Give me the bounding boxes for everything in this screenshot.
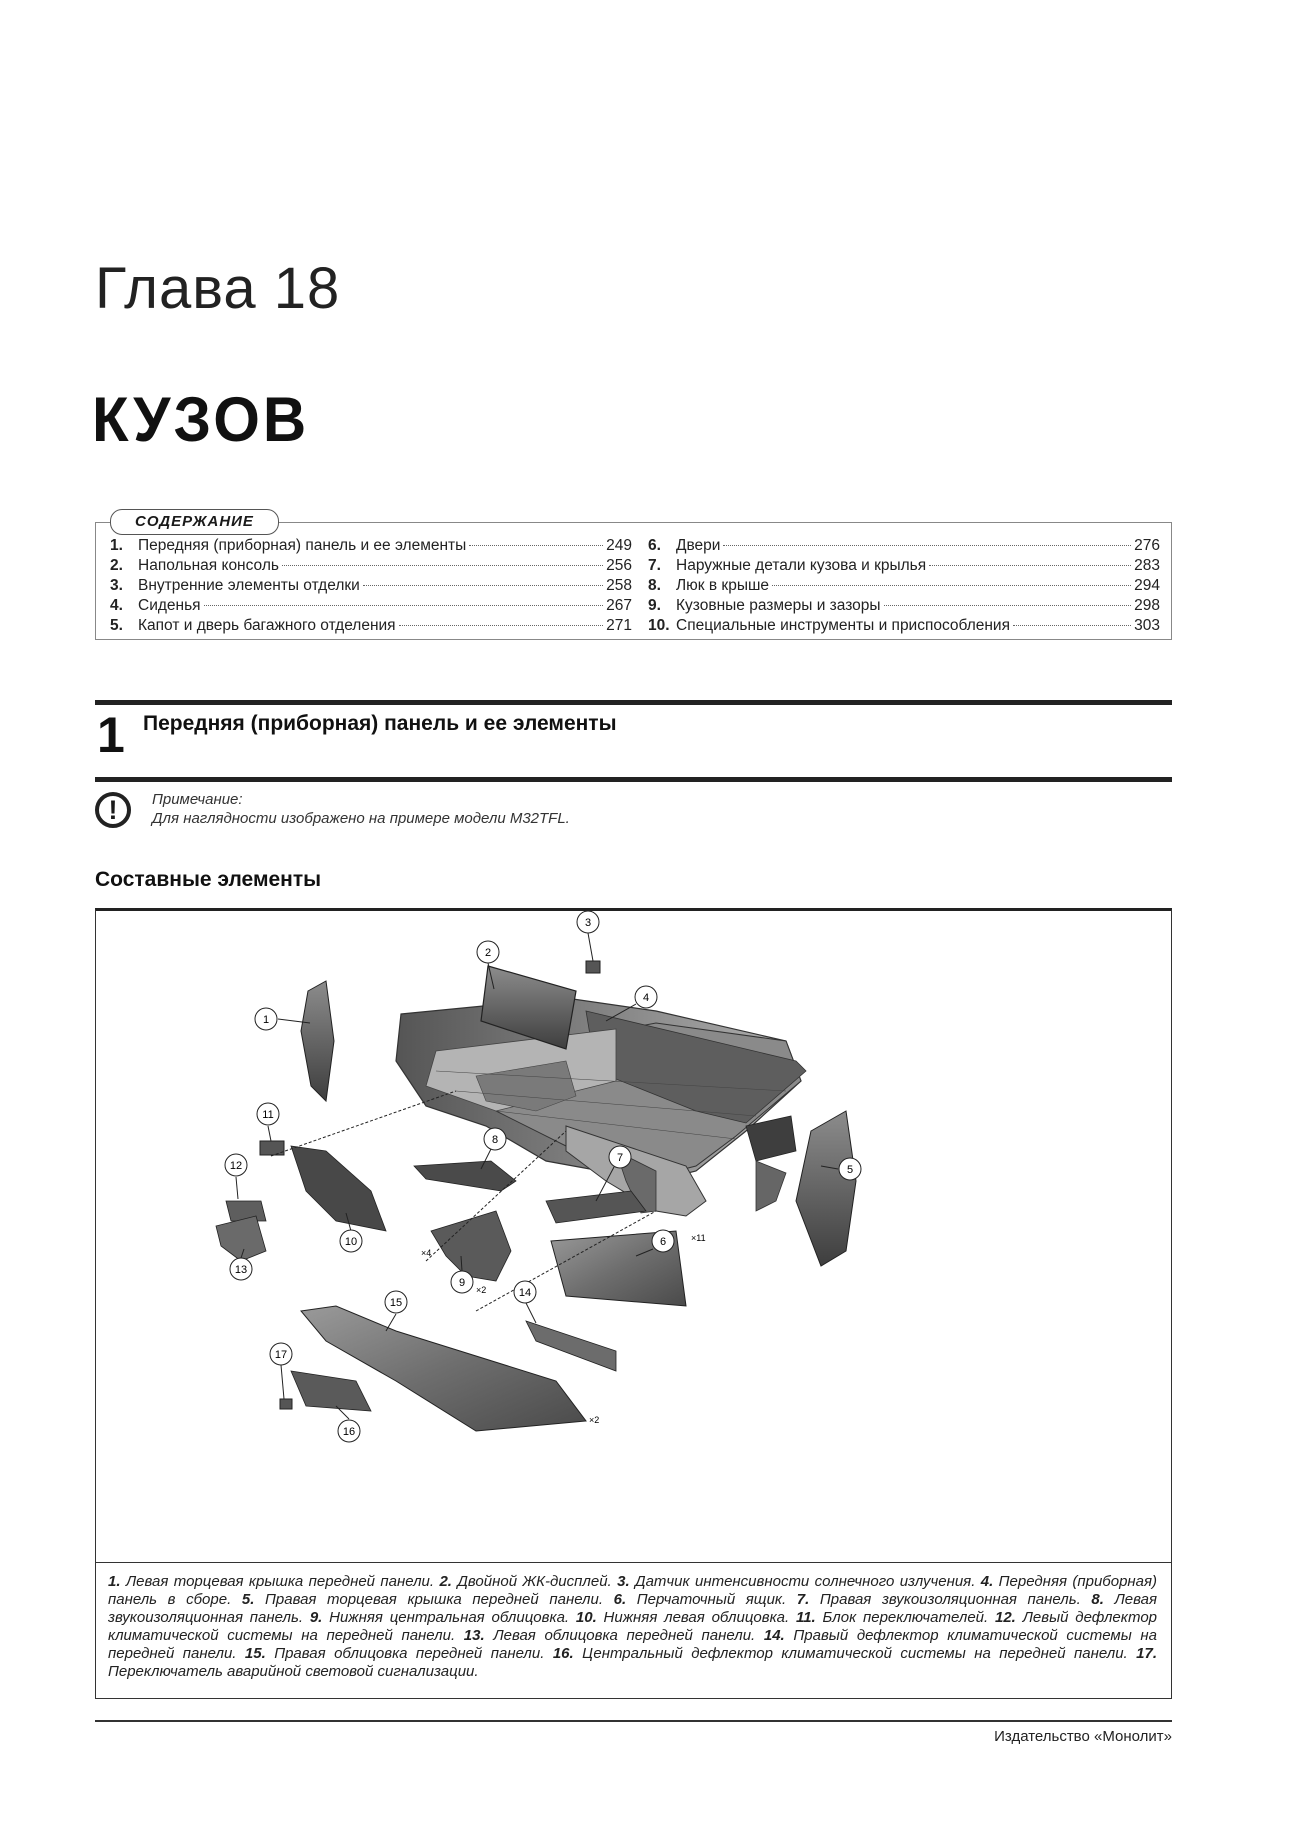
section-bottom-rule bbox=[95, 777, 1172, 782]
toc-item-number: 5. bbox=[110, 617, 123, 634]
toc-item-page: 271 bbox=[606, 617, 632, 634]
caption-text: Центральный дефлектор климатической системы на передней панели. bbox=[573, 1645, 1137, 1662]
sun-sensor bbox=[586, 961, 600, 973]
toc-item[interactable] bbox=[110, 597, 632, 617]
toc-item-number: 6. bbox=[648, 537, 661, 554]
right-end-cap bbox=[796, 1111, 856, 1266]
toc-item-title: Передняя (приборная) панель и ее элементы bbox=[138, 537, 467, 554]
toc-item[interactable] bbox=[648, 617, 1160, 637]
caption-text: Нижняя центральная облицовка. bbox=[322, 1609, 576, 1626]
caption-text: Правая торцевая крышка передней панели. bbox=[254, 1591, 614, 1608]
footer-rule bbox=[95, 1720, 1172, 1722]
caption-number: 9. bbox=[309, 1609, 323, 1626]
publisher-name: Издательство «Монолит» bbox=[994, 1728, 1172, 1745]
toc-item[interactable] bbox=[648, 557, 1160, 577]
toc-item[interactable] bbox=[648, 577, 1160, 597]
caption-number: 8. bbox=[1091, 1591, 1104, 1608]
caption-text: Левая звукоизоляционная панель. bbox=[108, 1591, 1158, 1626]
svg-text:4: 4 bbox=[642, 992, 650, 1004]
toc-item[interactable] bbox=[110, 577, 632, 597]
svg-text:6: 6 bbox=[659, 1236, 667, 1248]
caption-number: 14. bbox=[763, 1627, 785, 1644]
toc-item-number: 3. bbox=[110, 577, 123, 594]
caption-text: Правая облицовка передней панели. bbox=[265, 1645, 553, 1662]
left-end-cap bbox=[301, 981, 334, 1101]
toc-leader-dots bbox=[772, 585, 1131, 586]
caption-number: 11. bbox=[795, 1609, 816, 1626]
callout-8 bbox=[484, 1128, 506, 1150]
caption-text: Левая торцевая крышка передней панели. bbox=[120, 1573, 440, 1590]
toc-leader-dots bbox=[399, 625, 604, 626]
toc-item-page: 276 bbox=[1134, 537, 1160, 554]
caption-number: 7. bbox=[796, 1591, 810, 1608]
note-text: Для наглядности изображено на примере модели M32TFL. bbox=[152, 810, 570, 827]
quantity-label: ×2 bbox=[476, 1285, 487, 1295]
caption-number: 15. bbox=[244, 1645, 266, 1662]
toc-item[interactable] bbox=[648, 537, 1160, 557]
section-number: 1 bbox=[97, 707, 125, 763]
toc-left-column bbox=[110, 537, 632, 637]
note-heading: Примечание: bbox=[152, 791, 243, 808]
left-panel-trim bbox=[216, 1216, 266, 1261]
toc-item-page: 267 bbox=[606, 597, 632, 614]
callout-4 bbox=[635, 986, 657, 1008]
toc-item[interactable] bbox=[648, 597, 1160, 617]
caption-text: Двойной ЖК-дисплей. bbox=[451, 1573, 618, 1590]
center-deflector bbox=[291, 1371, 371, 1411]
caption-number: 2. bbox=[439, 1573, 452, 1590]
toc-item[interactable] bbox=[110, 557, 632, 577]
caption-text: Правая звукоизоляционная панель. bbox=[809, 1591, 1092, 1608]
section-top-rule bbox=[95, 700, 1172, 705]
toc-item-title: Двери bbox=[676, 537, 721, 554]
right-sound-panel bbox=[546, 1191, 646, 1223]
svg-text:8: 8 bbox=[491, 1134, 499, 1146]
caption-number: 16. bbox=[552, 1645, 574, 1662]
toc-item-number: 1. bbox=[110, 537, 123, 554]
toc-item-page: 298 bbox=[1134, 597, 1160, 614]
toc-item-page: 283 bbox=[1134, 557, 1160, 574]
toc-leader-dots bbox=[469, 545, 603, 546]
lower-centre-trim bbox=[431, 1211, 511, 1281]
svg-text:5: 5 bbox=[846, 1164, 854, 1176]
left-sound-panel bbox=[414, 1161, 516, 1191]
quantity-label: ×4 bbox=[421, 1248, 432, 1258]
toc-leader-dots bbox=[363, 585, 603, 586]
callout-17 bbox=[270, 1343, 292, 1365]
svg-text:9: 9 bbox=[458, 1277, 466, 1289]
toc-item-title: Специальные инструменты и приспособления bbox=[676, 617, 1010, 634]
toc-right-column bbox=[648, 537, 1160, 637]
note-block bbox=[95, 788, 995, 848]
chapter-title: КУЗОВ bbox=[92, 384, 310, 455]
left-deflector bbox=[226, 1201, 266, 1221]
figure-caption bbox=[95, 1563, 1172, 1699]
toc-item-title: Кузовные размеры и зазоры bbox=[676, 597, 881, 614]
caption-text: Правый дефлектор климатической системы на передней панели. bbox=[108, 1627, 1158, 1662]
caption-number: 4. bbox=[980, 1573, 994, 1590]
caption-number: 5. bbox=[241, 1591, 255, 1608]
toc-item[interactable] bbox=[110, 617, 632, 637]
toc-item-title: Наружные детали кузова и крылья bbox=[676, 557, 927, 574]
callout-7 bbox=[609, 1146, 631, 1168]
caption-text: Передняя (приборная) панель в сборе. bbox=[108, 1573, 1158, 1608]
toc-item-number: 2. bbox=[110, 557, 123, 574]
caption-number: 6. bbox=[613, 1591, 627, 1608]
callout-15 bbox=[385, 1291, 407, 1313]
caption-text: Левая облицовка передней панели. bbox=[484, 1627, 764, 1644]
svg-text:13: 13 bbox=[234, 1264, 248, 1276]
toc-item-page: 256 bbox=[606, 557, 632, 574]
toc-item-number: 4. bbox=[110, 597, 123, 614]
callout-12 bbox=[225, 1154, 247, 1176]
toc-leader-dots bbox=[204, 605, 604, 606]
callout-13 bbox=[230, 1258, 252, 1280]
svg-text:12: 12 bbox=[229, 1160, 243, 1172]
chapter-label: Глава 18 bbox=[95, 256, 341, 321]
exclamation-icon: ! bbox=[95, 792, 131, 828]
callout-14 bbox=[514, 1281, 536, 1303]
callout-9 bbox=[451, 1271, 473, 1293]
lower-left-trim bbox=[291, 1146, 386, 1231]
exploded-diagram-frame bbox=[95, 908, 1172, 1563]
callout-10 bbox=[340, 1230, 362, 1252]
svg-text:10: 10 bbox=[344, 1236, 358, 1248]
table-of-contents bbox=[95, 513, 1172, 640]
caption-text: Левый дефлектор климатической системы на передней панели. bbox=[108, 1609, 1158, 1644]
caption-number: 12. bbox=[994, 1609, 1016, 1626]
dashboard-exploded-diagram bbox=[96, 911, 1170, 1563]
right-deflector bbox=[526, 1321, 616, 1371]
toc-item-page: 258 bbox=[606, 577, 632, 594]
toc-item-title: Люк в крыше bbox=[676, 577, 770, 594]
callout-11 bbox=[257, 1103, 279, 1125]
section-title: Передняя (приборная) панель и ее элементы bbox=[143, 712, 617, 735]
toc-item-number: 8. bbox=[648, 577, 661, 594]
toc-leader-dots bbox=[884, 605, 1132, 606]
svg-text:15: 15 bbox=[389, 1297, 403, 1309]
caption-text: Переключатель аварийной световой сигнализации. bbox=[108, 1663, 479, 1680]
caption-number: 1. bbox=[108, 1573, 121, 1590]
right-panel-trim bbox=[301, 1306, 586, 1431]
caption-text: Блок переключателей. bbox=[815, 1609, 995, 1626]
callout-1 bbox=[255, 1008, 277, 1030]
svg-text:17: 17 bbox=[274, 1349, 288, 1361]
toc-heading: СОДЕРЖАНИЕ bbox=[110, 509, 279, 535]
svg-text:1: 1 bbox=[262, 1014, 270, 1026]
toc-item-number: 9. bbox=[648, 597, 661, 614]
toc-leader-dots bbox=[723, 545, 1131, 546]
subsection-title: Составные элементы bbox=[95, 868, 322, 891]
svg-text:3: 3 bbox=[584, 917, 592, 929]
caption-number: 3. bbox=[617, 1573, 630, 1590]
toc-leader-dots bbox=[1013, 625, 1131, 626]
switch-block bbox=[260, 1141, 284, 1155]
caption-number: 13. bbox=[463, 1627, 485, 1644]
caption-text: Нижняя левая облицовка. bbox=[596, 1609, 796, 1626]
toc-item-page: 249 bbox=[606, 537, 632, 554]
toc-item[interactable] bbox=[110, 537, 632, 557]
caption-text: Перчаточный ящик. bbox=[626, 1591, 797, 1608]
toc-item-title: Внутренние элементы отделки bbox=[138, 577, 360, 594]
hazard-switch bbox=[280, 1399, 292, 1409]
quantity-label: ×2 bbox=[589, 1415, 600, 1425]
callout-5 bbox=[839, 1158, 861, 1180]
svg-text:7: 7 bbox=[616, 1152, 624, 1164]
toc-leader-dots bbox=[929, 565, 1131, 566]
callout-16 bbox=[338, 1420, 360, 1442]
callout-3 bbox=[577, 911, 599, 933]
toc-item-page: 294 bbox=[1134, 577, 1160, 594]
svg-text:11: 11 bbox=[262, 1109, 274, 1121]
toc-item-number: 10. bbox=[648, 617, 670, 634]
toc-leader-dots bbox=[282, 565, 603, 566]
callout-6 bbox=[652, 1230, 674, 1252]
caption-number: 10. bbox=[575, 1609, 597, 1626]
caption-number: 17. bbox=[1136, 1645, 1158, 1662]
callout-2 bbox=[477, 941, 499, 963]
toc-item-number: 7. bbox=[648, 557, 661, 574]
svg-text:16: 16 bbox=[342, 1426, 356, 1438]
quantity-label: ×11 bbox=[691, 1233, 706, 1243]
svg-text:14: 14 bbox=[518, 1287, 532, 1299]
toc-item-title: Напольная консоль bbox=[138, 557, 279, 574]
svg-text:2: 2 bbox=[484, 947, 492, 959]
caption-text: Датчик интенсивности солнечного излучения. bbox=[629, 1573, 981, 1590]
toc-item-title: Сиденья bbox=[138, 597, 201, 614]
toc-item-title: Капот и дверь багажного отделения bbox=[138, 617, 396, 634]
toc-item-page: 303 bbox=[1134, 617, 1160, 634]
